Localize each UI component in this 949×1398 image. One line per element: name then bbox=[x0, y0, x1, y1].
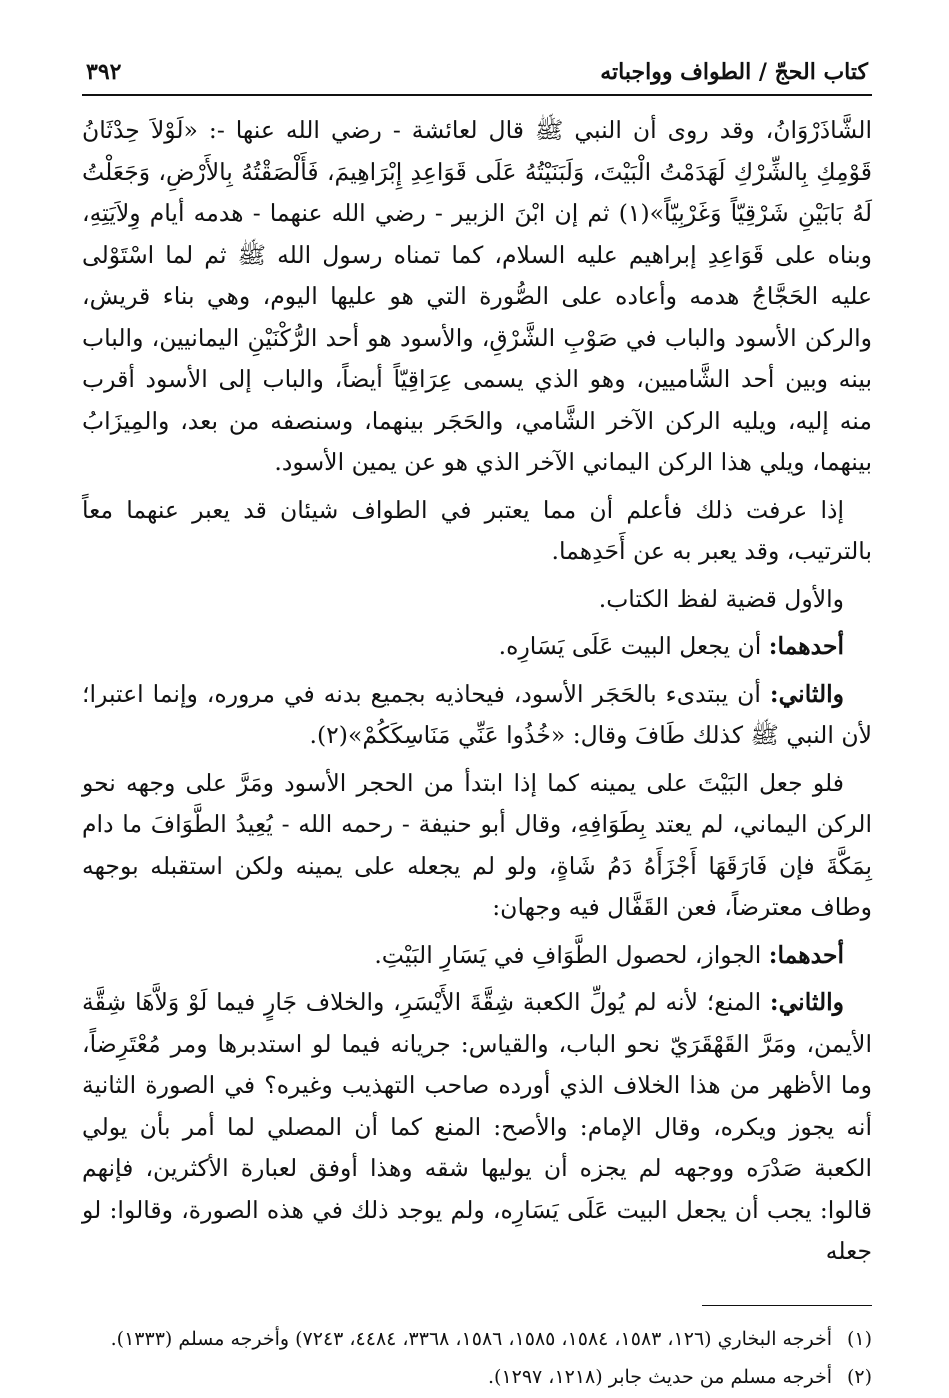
paragraph-text: فلو جعل البَيْتَ على يمينه كما إذا ابتدأ من الحجر الأسود ومَرَّ على وجهه نحو الركن اليماني، لم يعتد بِطَوَافِهِ، وقال أبو حنيفة - رحمه الله - يُعِيدُ الطَّوَافَ ما دام بِمَكَّةَ فإن فَارَقَهَا أَجْزَأَهُ دَمُ شَاةٍ، ولو لم يجعله على يمينه ولكن استقبله بوجهه وطاف معترضاً، فعن القَفَّال فيه وجهان: bbox=[82, 768, 872, 921]
paragraph-term: والثاني: bbox=[769, 988, 844, 1016]
paragraph-text: الشَّاذَرْوَانُ، وقد روى أن النبي ﷺ قال لعائشة - رضي الله عنها -: «لَوْلاَ حِدْثَانُ قَوْمِكِ بِالشِّرْكِ لَهَدَمْتُ الْبَيْتَ، وَلَبَنَيْتُهُ عَلَى قَوَاعِدِ إِبْرَاهِيمَ، فَأَلْصَقْتُهُ بِالأَرْضِ، وَجَعَلْتُ لَهُ بَابَيْنِ شَرْقِيّاً وَغَرْبِيّاً»(١) ثم إن ابْنَ الزبير - رضي الله عنهما - هدمه أيام وِلاَيَتِهِ، وبناه على قَوَاعِدِ إبراهيم عليه السلام، كما تمناه رسول الله ﷺ ثم لما اسْتَوْلى عليه الحَجَّاجُ هدمه وأعاده على الصُّورة التي هو عليها اليوم، وهي بناء قريش، والركن الأسود والباب في صَوْبِ الشَّرْقِ، والأسود هو أحد الرُّكْنَيْنِ اليمانيين، والباب بينه وبين أحد الشَّاميين، وهو الذي يسمى عِرَاقِيّاً أيضاً، والباب إلى الأسود أقرب منه إليه، ويليه الركن الآخر الشَّامي، والحَجَر بينهما، وسنصفه من بعد، والمِيزَابُ بينهما، ويلي هذا الركن اليماني الآخر الذي هو عن يمين الأسود. bbox=[82, 116, 872, 476]
footnote-number: (١) bbox=[846, 1327, 872, 1350]
paragraph-text: أن يجعل البيت عَلَى يَسَارِه. bbox=[498, 632, 769, 660]
running-title: كتاب الحجّ / الطواف وواجباته bbox=[600, 59, 868, 85]
footnote bbox=[82, 1360, 872, 1394]
paragraph-term: أحدهما: bbox=[768, 940, 844, 969]
paragraph bbox=[82, 982, 872, 1273]
footnote-text: أخرجه البخاري (١٢٦، ١٥٨٣، ١٥٨٤، ١٥٨٥، ١٥٨٦، ٣٣٦٨، ٤٤٨٤، ٧٢٤٣) وأخرجه مسلم (١٣٣٣). bbox=[110, 1327, 832, 1350]
paragraph bbox=[82, 763, 872, 929]
page-number: ٣٩٢ bbox=[86, 59, 122, 85]
paragraph bbox=[82, 674, 872, 757]
footnote-text: أخرجه مسلم من حديث جابر (١٢١٨، ١٢٩٧). bbox=[487, 1365, 832, 1388]
paragraph-term: أحدهما: bbox=[768, 632, 844, 660]
paragraph-text: إذا عرفت ذلك فأعلم أن مما يعتبر في الطواف شيئان قد يعبر عنهما معاً بالترتيب، وقد يعبر به عن أَحَدِهما. bbox=[82, 495, 872, 565]
running-head bbox=[82, 52, 872, 92]
paragraph-term: والثاني: bbox=[769, 679, 844, 708]
footnote-number: (٢) bbox=[846, 1365, 872, 1388]
paragraph-text: والأول قضية لفظ الكتاب. bbox=[598, 584, 844, 613]
paragraph bbox=[82, 490, 872, 573]
header-rule bbox=[82, 94, 872, 96]
paragraph-text: المنع؛ لأنه لم يُولِّ الكعبة شِقَّةَ الأَيْسَرِ، والخلاف جَارٍ فيما لَوْ وَلاَّهَا شِقَّة الأيمن، ومَرَّ القَهْقَرَيّ نحو الباب، والقياس: جريانه فيما لو استدبرها ومر مُعْتَرِضاً، وما الأظهر من هذا الخلاف الذي أورده صاحب التهذيب وغيره؟ في الصورة الثانية أنه يجوز ويكره، وقال الإمام: والأصح: المنع كما أن المصلي لما أمر بأن يولي الكعبة صَدْرَه ووجهه لم يجزه أن يوليها شقه وهذا أوفق لعبارة الأكثرين، فإنهم قالوا: يجب أن يجعل البيت عَلَى يَسَارِه، ولم يوجد ذلك في هذه الصورة، وقالوا: لو جعله bbox=[82, 988, 872, 1265]
paragraph-text: الجواز، لحصول الطَّوَافِ في يَسَارِ البَيْتِ. bbox=[374, 940, 769, 969]
paragraph bbox=[82, 579, 872, 621]
paragraph bbox=[82, 110, 872, 484]
footnote bbox=[82, 1322, 872, 1356]
paragraph bbox=[82, 935, 872, 977]
body-text bbox=[82, 110, 872, 1273]
paragraph bbox=[82, 626, 872, 668]
footnote-rule bbox=[702, 1305, 872, 1306]
book-page bbox=[82, 52, 872, 1398]
footnotes bbox=[82, 1322, 872, 1394]
paragraph-text: أن يبتدىء بالحَجَر الأسود، فيحاذيه بجميع بدنه في مروره، وإنما اعتبرا؛ لأن النبي ﷺ كذلك طَافَ وقال: «خُذُوا عَنِّي مَنَاسِكَكُمْ»(٢). bbox=[82, 679, 872, 749]
